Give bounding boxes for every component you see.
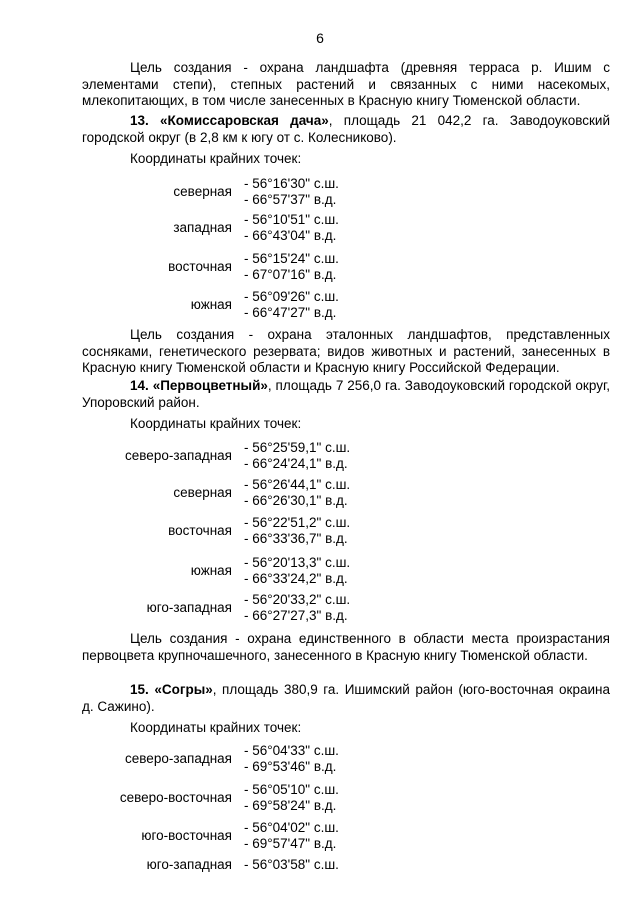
section-15-header bbox=[82, 682, 610, 715]
section-13-purpose bbox=[82, 327, 610, 377]
point-latitude: - 56°20'13,3" с.ш. bbox=[244, 555, 351, 570]
point-longitude: - 66°47'27" в.д. bbox=[244, 305, 337, 320]
point-latitude: - 56°09'26" с.ш. bbox=[244, 289, 339, 304]
section-13-description: , площадь 21 042,2 га. Заводоуковский городской округ (в 2,8 км к югу от с. Колесниково). bbox=[82, 113, 610, 145]
point-direction: северная bbox=[173, 184, 232, 199]
point-longitude: - 66°33'36,7" в.д. bbox=[244, 531, 348, 546]
point-direction: юго-западная bbox=[146, 600, 232, 615]
point-direction: северо-западная bbox=[125, 751, 232, 766]
section-14-name: «Первоцветный» bbox=[152, 378, 268, 393]
section-15-name: «Согры» bbox=[154, 682, 213, 697]
point-latitude: - 56°10'51" с.ш. bbox=[244, 212, 339, 227]
point-latitude: - 56°05'10" с.ш. bbox=[244, 782, 339, 797]
point-longitude: - 66°33'24,2" в.д. bbox=[244, 571, 348, 586]
section-14-description: , площадь 7 256,0 га. Заводоуковский городской округ, Упоровский район. bbox=[82, 378, 610, 410]
point-direction: южная bbox=[190, 563, 232, 578]
section-13-name: «Комиссаровская дача» bbox=[160, 113, 329, 128]
section-14-point bbox=[82, 592, 610, 624]
section-14-coords-label: Координаты крайних точек: bbox=[130, 416, 302, 431]
section-14-point bbox=[82, 555, 610, 587]
section-13-point bbox=[82, 212, 610, 244]
section-15-coords-label: Координаты крайних точек: bbox=[130, 720, 302, 735]
point-direction: северо-восточная bbox=[119, 790, 232, 805]
section-13-header bbox=[82, 113, 610, 146]
point-direction: юго-восточная bbox=[141, 828, 232, 843]
section-13-point bbox=[82, 176, 610, 208]
point-direction: юго-западная bbox=[146, 857, 232, 872]
point-latitude: - 56°15'24" с.ш. bbox=[244, 251, 339, 266]
point-latitude: - 56°16'30" с.ш. bbox=[244, 176, 339, 191]
point-latitude: - 56°04'33" с.ш. bbox=[244, 743, 339, 758]
section-14-point bbox=[82, 477, 610, 509]
point-direction: южная bbox=[190, 297, 232, 312]
point-direction: северо-западная bbox=[125, 448, 232, 463]
section-15-description: , площадь 380,9 га. Ишимский район (юго-восточная окраина д. Сажино). bbox=[82, 682, 610, 714]
point-latitude: - 56°04'02" с.ш. bbox=[244, 820, 339, 835]
point-longitude: - 66°43'04" в.д. bbox=[244, 228, 337, 243]
point-longitude: - 66°26'30,1" в.д. bbox=[244, 493, 348, 508]
point-longitude: - 66°57'37" в.д. bbox=[244, 192, 337, 207]
section-14-number: 14. bbox=[130, 378, 149, 393]
point-longitude: - 67°07'16" в.д. bbox=[244, 267, 337, 282]
section-15-point bbox=[82, 857, 610, 889]
section-13-point bbox=[82, 251, 610, 283]
point-longitude: - 69°57'47" в.д. bbox=[244, 836, 337, 851]
section-14-point bbox=[82, 440, 610, 472]
section-14-purpose bbox=[82, 631, 610, 664]
point-longitude: - 66°24'24,1" в.д. bbox=[244, 456, 348, 471]
section-14-purpose-text: Цель создания - охрана единственного в области места произрастания первоцвета крупночашечного, занесенного в Красную книгу Тюменской области. bbox=[82, 631, 610, 663]
section-13-coords-label: Координаты крайних точек: bbox=[130, 151, 302, 166]
point-direction: восточная bbox=[168, 259, 232, 274]
intro-paragraph bbox=[82, 60, 610, 110]
point-longitude: - 69°58'24" в.д. bbox=[244, 798, 337, 813]
point-latitude: - 56°22'51,2" с.ш. bbox=[244, 515, 351, 530]
section-13-point bbox=[82, 289, 610, 321]
page-number: 6 bbox=[316, 30, 324, 46]
point-direction: северная bbox=[173, 485, 232, 500]
section-14-header bbox=[82, 378, 610, 411]
point-direction: западная bbox=[173, 220, 232, 235]
section-15-point bbox=[82, 743, 610, 775]
section-14-point bbox=[82, 515, 610, 547]
point-latitude: - 56°26'44,1" с.ш. bbox=[244, 477, 351, 492]
section-13-number: 13. bbox=[130, 113, 149, 128]
section-15-point bbox=[82, 820, 610, 852]
point-latitude: - 56°03'58" с.ш. bbox=[244, 857, 339, 872]
point-longitude: - 66°27'27,3" в.д. bbox=[244, 608, 348, 623]
point-latitude: - 56°25'59,1" с.ш. bbox=[244, 440, 351, 455]
section-15-point bbox=[82, 782, 610, 814]
point-direction: восточная bbox=[168, 523, 232, 538]
point-latitude: - 56°20'33,2" с.ш. bbox=[244, 592, 351, 607]
point-longitude: - 69°53'46" в.д. bbox=[244, 759, 337, 774]
intro-paragraph-text: Цель создания - охрана ландшафта (древняя терраса р. Ишим с элементами степи), степных растений и связанных с ними насекомых, млекопитающих, в том числе занесенных в Красную книгу Тюменской области. bbox=[82, 60, 610, 108]
section-13-purpose-text: Цель создания - охрана эталонных ландшафтов, представленных сосняками, генетического резервата; видов животных и растений, занесенных в Красную книгу Тюменской области и Красную книгу Российской Федерации. bbox=[82, 327, 610, 375]
section-15-number: 15. bbox=[130, 682, 149, 697]
